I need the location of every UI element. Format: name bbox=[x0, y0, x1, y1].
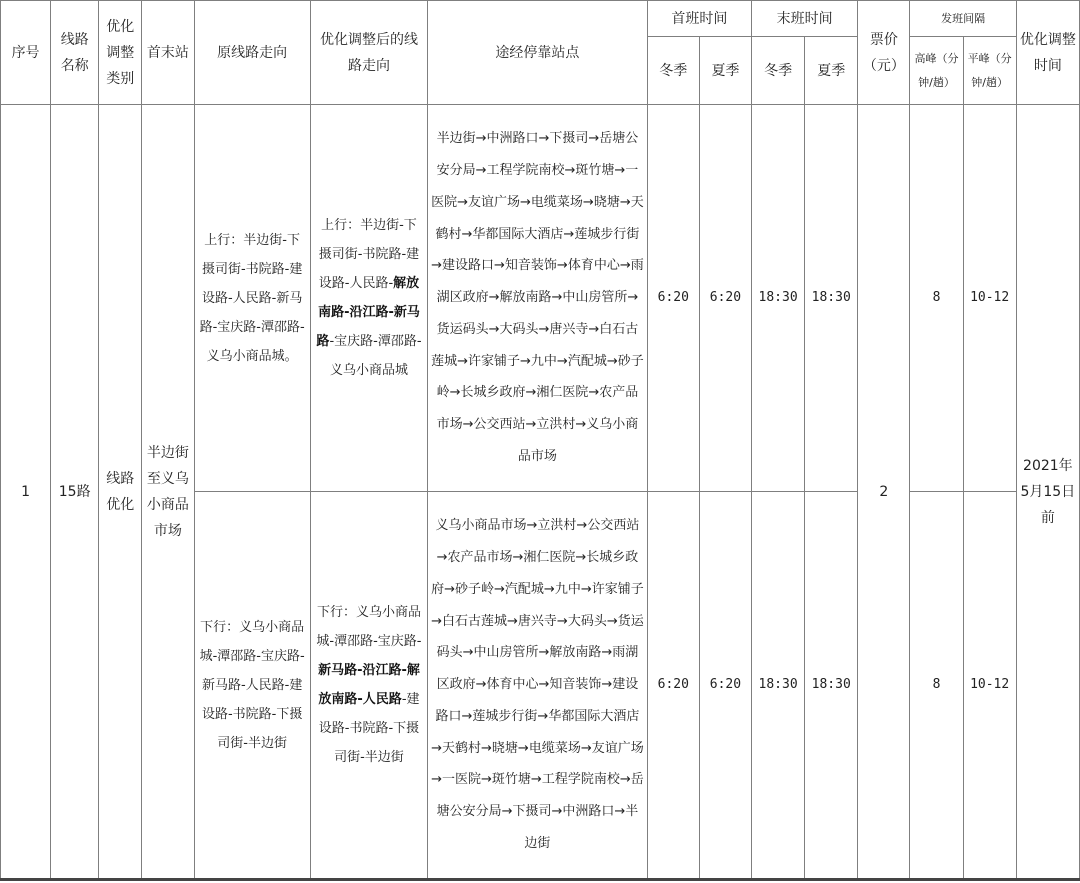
cell-up-stops: 半边街→中洲路口→下摄司→岳塘公安分局→工程学院南校→斑竹塘→一医院→友谊广场→电缆菜场→晓塘→天鹤村→华都国际大酒店→莲城步行街→建设路口→知音装饰→体育中心→雨湖区政府→解放南路→中山房管所→货运码头→大码头→唐兴寺→白石古莲城→许家铺子→九中→汽配城→砂子岭→长城乡政府→湘仁医院→农产品市场→公交西站→立洪村→义乌小商品市场 bbox=[428, 105, 648, 492]
header-peak: 高峰（分钟/趟） bbox=[910, 37, 963, 105]
cell-down-original-route: 下行：义乌小商品城-潭邵路-宝庆路-新马路-人民路-建设路-书院路-下摄司街-半边街 bbox=[194, 492, 310, 879]
header-route-name: 线路名称 bbox=[51, 1, 99, 105]
cell-up-first-winter: 6:20 bbox=[647, 105, 699, 492]
cell-route-name: 15路 bbox=[51, 105, 99, 879]
cell-up-optimized-route bbox=[310, 105, 427, 492]
cell-down-last-winter: 18:30 bbox=[752, 492, 805, 879]
cell-up-last-summer: 18:30 bbox=[805, 105, 858, 492]
cell-down-optimized-route bbox=[310, 492, 427, 879]
down-optimized-part-b: -建设路-书院路-下摄司街-半边街 bbox=[318, 692, 420, 765]
cell-terminals: 半边街至义乌小商品市场 bbox=[142, 105, 194, 879]
cell-down-first-winter: 6:20 bbox=[647, 492, 699, 879]
down-optimized-highlight: 新马路-沿江路-解放南路-人民路 bbox=[318, 663, 420, 707]
cell-up-first-summer: 6:20 bbox=[699, 105, 751, 492]
header-first-summer: 夏季 bbox=[699, 37, 751, 105]
cell-up-last-winter: 18:30 bbox=[752, 105, 805, 492]
header-last-bus: 末班时间 bbox=[752, 1, 858, 37]
header-stops: 途经停靠站点 bbox=[428, 1, 648, 105]
header-adjust-time: 优化调整时间 bbox=[1016, 1, 1079, 105]
cell-adjust-type: 线路优化 bbox=[99, 105, 142, 879]
cell-down-offpeak: 10-12 bbox=[963, 492, 1016, 879]
header-last-summer: 夏季 bbox=[805, 37, 858, 105]
table-bottom-rule bbox=[0, 878, 1080, 881]
header-terminals: 首末站 bbox=[142, 1, 194, 105]
cell-down-first-summer: 6:20 bbox=[699, 492, 751, 879]
cell-down-last-summer: 18:30 bbox=[805, 492, 858, 879]
up-optimized-part-a: 上行：半边街-下摄司街-书院路-建设路-人民路- bbox=[318, 218, 420, 291]
cell-fare: 2 bbox=[858, 105, 910, 879]
header-seq: 序号 bbox=[1, 1, 51, 105]
header-interval: 发班间隔 bbox=[910, 1, 1016, 37]
down-optimized-part-a: 下行：义乌小商品城-潭邵路-宝庆路- bbox=[316, 605, 422, 649]
up-optimized-highlight: 解放南路-沿江路-新马路 bbox=[316, 276, 420, 349]
cell-up-peak: 8 bbox=[910, 105, 963, 492]
cell-down-peak: 8 bbox=[910, 492, 963, 879]
cell-down-stops: 义乌小商品市场→立洪村→公交西站→农产品市场→湘仁医院→长城乡政府→砂子岭→汽配城→九中→许家铺子→白石古莲城→唐兴寺→大码头→货运码头→中山房管所→解放南路→雨湖区政府→体育中心→知音装饰→建设路口→莲城步行街→华都国际大酒店→天鹤村→晓塘→电缆菜场→友谊广场→一医院→斑竹塘→工程学院南校→岳塘公安分局→下摄司→中洲路口→半边街 bbox=[428, 492, 648, 879]
cell-adjust-time: 2021年5月15日前 bbox=[1016, 105, 1079, 879]
cell-up-offpeak: 10-12 bbox=[963, 105, 1016, 492]
header-fare: 票价（元） bbox=[858, 1, 910, 105]
header-last-winter: 冬季 bbox=[752, 37, 805, 105]
header-offpeak: 平峰（分钟/趟） bbox=[963, 37, 1016, 105]
header-optimized-route: 优化调整后的线路走向 bbox=[310, 1, 427, 105]
header-first-winter: 冬季 bbox=[647, 37, 699, 105]
header-original-route: 原线路走向 bbox=[194, 1, 310, 105]
header-first-bus: 首班时间 bbox=[647, 1, 751, 37]
cell-up-original-route: 上行：半边街-下摄司街-书院路-建设路-人民路-新马路-宝庆路-潭邵路-义乌小商品城。 bbox=[194, 105, 310, 492]
table-row-up bbox=[1, 105, 1080, 492]
cell-seq: 1 bbox=[1, 105, 51, 879]
header-adjust-type: 优化调整类别 bbox=[99, 1, 142, 105]
up-optimized-part-b: -宝庆路-潭邵路-义乌小商品城 bbox=[329, 334, 422, 378]
